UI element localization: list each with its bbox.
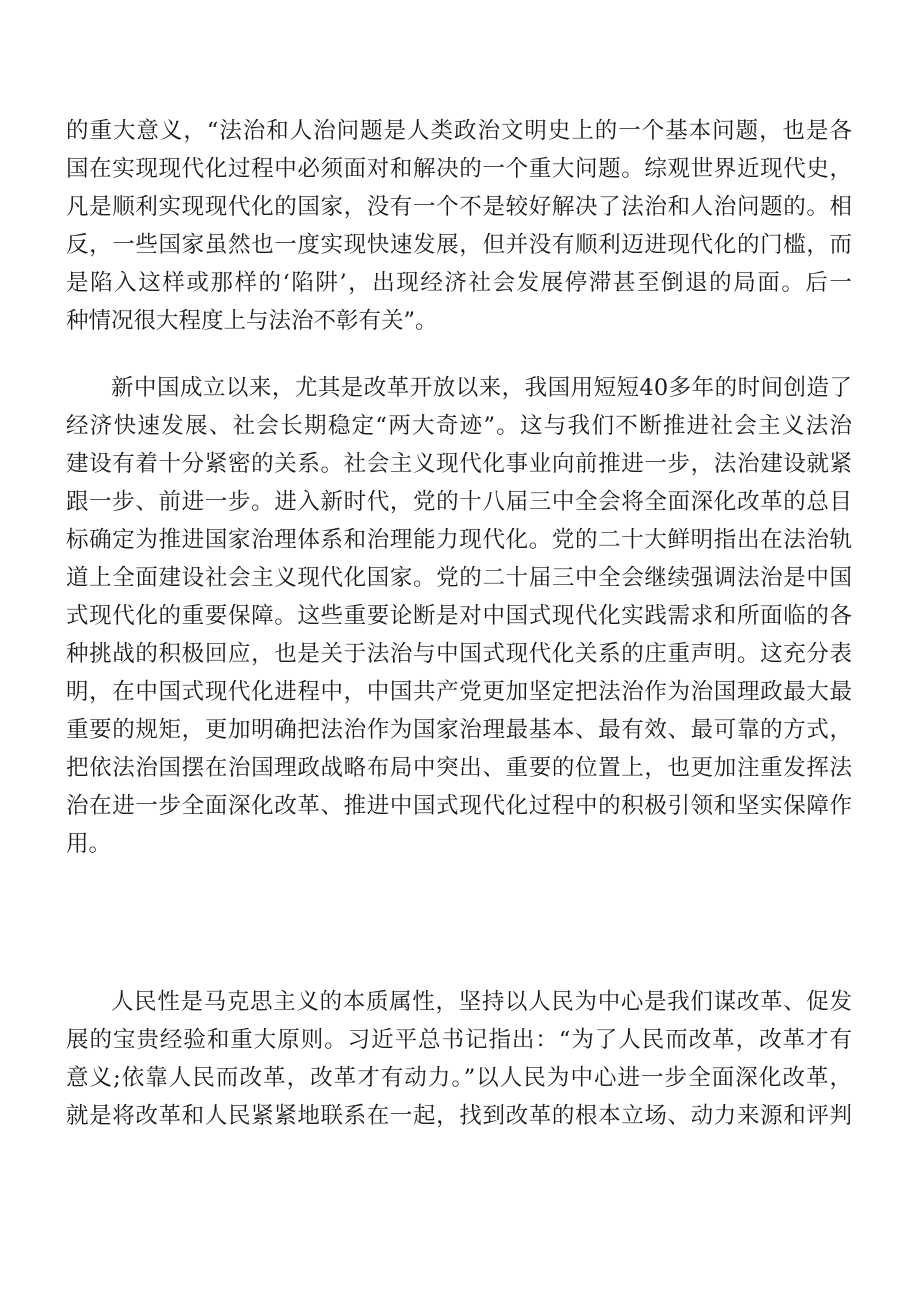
text-line: 道上全面建设社会主义现代化国家。党的二十届三中全会继续强调法治是中国 [66, 565, 852, 591]
paragraph-3 [66, 983, 852, 1135]
text-line: 标确定为推进国家治理体系和治理能力现代化。党的二十大鲜明指出在法治轨 [66, 527, 852, 553]
text-line: 新中国成立以来，尤其是改革开放以来，我国用短短40多年的时间创造了 [111, 375, 852, 401]
text-line: 展的宝贵经验和重大原则。习近平总书记指出：“为了人民而改革，改革才有 [66, 1027, 852, 1053]
text-line: 种挑战的积极回应，也是关于法治与中国式现代化关系的庄重声明。这充分表 [66, 641, 852, 667]
text-line: 意义;依靠人民而改革，改革才有动力。”以人民为中心进一步全面深化改革， [66, 1065, 852, 1091]
paragraph-2 [66, 369, 852, 863]
text-line: 用。 [66, 831, 112, 857]
text-line: 经济快速发展、社会长期稳定“两大奇迹”。这与我们不断推进社会主义法治 [66, 413, 852, 439]
text-line: 重要的规矩，更加明确把法治作为国家治理最基本、最有效、最可靠的方式， [66, 717, 852, 743]
text-line: 是陷入这样或那样的‘陷阱’，出现经济社会发展停滞甚至倒退的局面。后一 [66, 270, 852, 296]
text-line: 反，一些国家虽然也一度实现快速发展，但并没有顺利迈进现代化的门槛，而 [66, 232, 852, 258]
text-line: 明，在中国式现代化进程中，中国共产党更加坚定把法治作为治国理政最大最 [66, 679, 852, 705]
text-line: 跟一步、前进一步。进入新时代，党的十八届三中全会将全面深化改革的总目 [66, 489, 852, 515]
text-line: 就是将改革和人民紧紧地联系在一起，找到改革的根本立场、动力来源和评判 [66, 1103, 852, 1129]
text-line: 式现代化的重要保障。这些重要论断是对中国式现代化实践需求和所面临的各 [66, 603, 852, 629]
text-line: 凡是顺利实现现代化的国家，没有一个不是较好解决了法治和人治问题的。相 [66, 194, 852, 220]
text-line: 人民性是马克思主义的本质属性，坚持以人民为中心是我们谋改革、促发 [111, 989, 852, 1015]
text-line: 国在实现现代化过程中必须面对和解决的一个重大问题。综观世界近现代史， [66, 156, 852, 182]
text-line: 的重大意义，“法治和人治问题是人类政治文明史上的一个基本问题，也是各 [66, 118, 852, 144]
paragraph-1 [66, 112, 852, 340]
text-line: 治在进一步全面深化改革、推进中国式现代化过程中的积极引领和坚实保障作 [66, 793, 852, 819]
text-line: 建设有着十分紧密的关系。社会主义现代化事业向前推进一步，法治建设就紧 [66, 451, 852, 477]
text-line: 种情况很大程度上与法治不彰有关”。 [66, 308, 438, 334]
text-line: 把依法治国摆在治国理政战略布局中突出、重要的位置上，也更加注重发挥法 [66, 755, 852, 781]
